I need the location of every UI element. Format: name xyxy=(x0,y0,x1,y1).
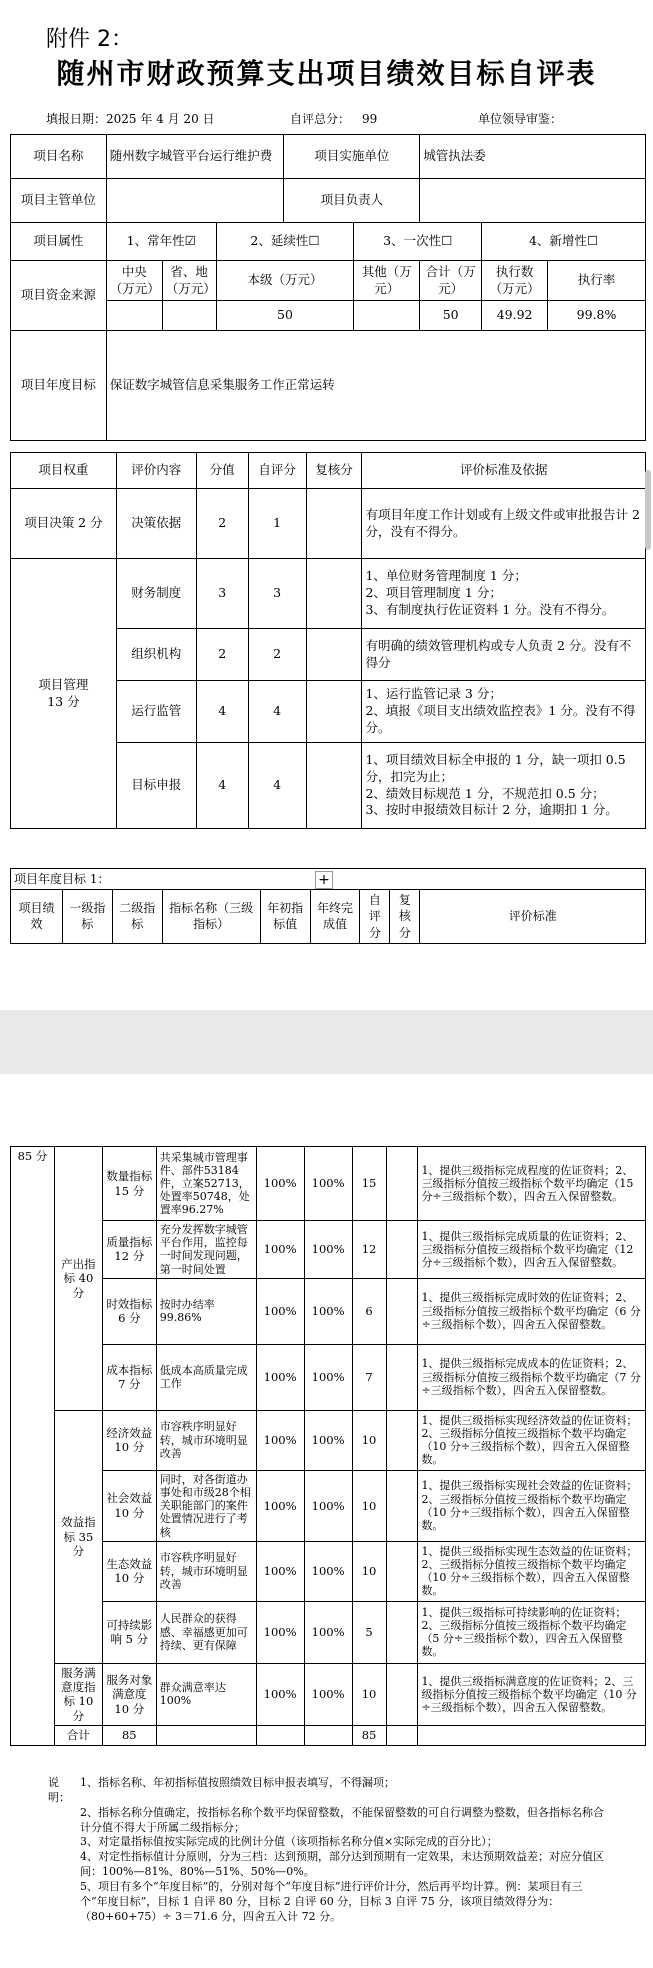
review-score xyxy=(386,1278,418,1344)
criteria-line: 1、单位财务管理制度 1 分； xyxy=(365,568,527,584)
final-value: 100% xyxy=(304,1410,352,1470)
l2-name: 服务对象满意度 10 分 xyxy=(102,1663,156,1726)
total-self: 85 xyxy=(352,1726,386,1745)
self-score: 12 xyxy=(352,1221,386,1279)
notes xyxy=(48,1776,608,1924)
fund-header-other: 其他（万元） xyxy=(354,261,420,301)
init-value: 100% xyxy=(256,1601,304,1663)
fund-value-total: 50 xyxy=(420,301,482,331)
mgmt-review xyxy=(306,681,362,743)
mgmt-review xyxy=(306,629,362,681)
decision-self: 1 xyxy=(248,489,306,559)
init-value: 100% xyxy=(256,1344,304,1410)
fund-value-local: 50 xyxy=(216,301,354,331)
fund-header-central: 中央（万元） xyxy=(106,261,162,301)
criteria-line: 1、运行监管记录 3 分； xyxy=(365,686,502,702)
fund-value-rate: 99.8% xyxy=(548,301,646,331)
decision-review xyxy=(306,489,362,559)
fund-header-local: 本级（万元） xyxy=(216,261,354,301)
criteria: 1、提供三级指标完成质量的佐证资料；2、三级指标分值按三级指标个数平均确定（12 分÷三级指标个数），四舍五入保留整数。 xyxy=(418,1221,646,1279)
fund-label: 项目资金来源 xyxy=(11,261,107,331)
init-value: 100% xyxy=(256,1663,304,1726)
init-value: 100% xyxy=(256,1410,304,1470)
l2-name: 质量指标 12 分 xyxy=(102,1221,156,1279)
init-value: 100% xyxy=(256,1278,304,1344)
satisfaction-label: 服务满意度指标 10 分 xyxy=(54,1663,102,1726)
criteria: 1、提供三级指标完成成本的佐证资料；2、三级指标分值按三级指标个数平均确定（7 分÷三级指标个数），四舍五入保留整数。 xyxy=(418,1344,646,1410)
l2-name: 成本指标 7 分 xyxy=(102,1344,156,1410)
project-name-label: 项目名称 xyxy=(11,135,107,179)
indicator-name: 人民群众的获得感、幸福感更加可持续、更有保障 xyxy=(156,1601,256,1663)
mgmt-score: 2 xyxy=(196,629,248,681)
eval-header-weight: 项目权重 xyxy=(11,453,117,489)
mgmt-score: 3 xyxy=(196,559,248,629)
indicator-name: 同时，对各街道办事处和市级28个相关职能部门的案件处置情况进行了考核 xyxy=(156,1470,256,1541)
criteria-line: 2、填报《项目支出绩效监控表》1 分。没有不得分。 xyxy=(365,703,636,735)
note-row xyxy=(48,1806,608,1836)
year-goal-label: 项目年度目标 1： xyxy=(14,872,110,886)
project-info-table xyxy=(10,134,646,441)
output-label: 产出指标 40 分 xyxy=(54,1147,102,1411)
criteria: 1、提供三级指标完成时效的佐证资料；2、三级指标分值按三级指标个数平均确定（6 分÷三级指标个数），四舍五入保留整数。 xyxy=(418,1278,646,1344)
l2-name: 时效指标 6 分 xyxy=(102,1278,156,1344)
mgmt-criteria xyxy=(362,559,646,629)
review-score xyxy=(386,1663,418,1726)
attr-label: 项目属性 xyxy=(11,223,107,261)
page-gap xyxy=(0,1010,653,1074)
criteria-line: 2、绩效目标规范 1 分，不规范扣 0.5 分； xyxy=(365,785,605,801)
mgmt-review xyxy=(306,743,362,829)
perf-header: 一级指标 xyxy=(62,890,112,944)
note-item: 2、指标名称分值确定，按指标名称个数平均保留整数，不能保留整数的可自行调整为整数，但各指标名称合计分值不得大于所属二级指标分； xyxy=(80,1805,604,1834)
final-value: 100% xyxy=(304,1663,352,1726)
mgmt-criteria xyxy=(362,629,646,681)
final-value: 100% xyxy=(304,1278,352,1344)
mgmt-self: 3 xyxy=(248,559,306,629)
l2-name: 数量指标 15 分 xyxy=(102,1147,156,1221)
mgmt-criteria xyxy=(362,681,646,743)
decision-criteria: 有项目年度工作计划或有上级文件或审批报告计 2 分，没有不得分。 xyxy=(362,489,646,559)
indicator-name: 按时办结率99.86% xyxy=(156,1278,256,1344)
note-item: 4、对定性指标值计分原则，分为三档：达到预期，部分达到预期有一定效果，未达预期效益差；对应分值区间：100%—81%、80%—51%、50%—0%。 xyxy=(80,1850,604,1879)
eval-header-content: 评价内容 xyxy=(116,453,196,489)
criteria-line: 2、项目管理制度 1 分； xyxy=(365,585,502,601)
self-score: 15 xyxy=(352,1147,386,1221)
attr-2: 2、延续性☐ xyxy=(216,223,354,261)
self-score: 10 xyxy=(352,1410,386,1470)
attr-3: 3、一次性☐ xyxy=(354,223,482,261)
fund-header-province: 省、地（万元） xyxy=(162,261,216,301)
mgmt-self: 2 xyxy=(248,629,306,681)
impl-unit-label: 项目实施单位 xyxy=(284,135,420,179)
manager-label: 项目负责人 xyxy=(284,179,420,223)
eval-header-criteria: 评价标准及依据 xyxy=(362,453,646,489)
mgmt-score: 4 xyxy=(196,743,248,829)
review-score xyxy=(386,1344,418,1410)
score-total xyxy=(290,110,377,127)
perf-header: 项目绩效 xyxy=(11,890,63,944)
fund-header-total: 合计（万元） xyxy=(420,261,482,301)
mgmt-label xyxy=(11,559,117,829)
mgmt-criteria xyxy=(362,743,646,829)
page-title: 随州市财政预算支出项目绩效目标自评表 xyxy=(56,57,597,90)
mgmt-label-line2: 13 分 xyxy=(47,693,80,709)
final-value: 100% xyxy=(304,1147,352,1221)
note-row xyxy=(48,1880,608,1925)
mgmt-content: 运行监管 xyxy=(116,681,196,743)
criteria-line: 3、有制度执行佐证资料 1 分。没有不得分。 xyxy=(365,601,615,617)
eval-header-score: 分值 xyxy=(196,453,248,489)
leader-review: 单位领导审鉴： xyxy=(478,112,563,126)
review-score xyxy=(386,1470,418,1541)
mgmt-self: 4 xyxy=(248,743,306,829)
final-value: 100% xyxy=(304,1541,352,1601)
criteria: 1、提供三级指标实现经济效益的佐证资料；2、三级指标分值按三级指标个数平均确定（10 分÷三级指标个数），四舍五入保留整数。 xyxy=(418,1410,646,1470)
review-score xyxy=(386,1410,418,1470)
self-score: 10 xyxy=(352,1541,386,1601)
notes-label: 说明： xyxy=(48,1776,70,1804)
indicator-name: 群众满意率达100% xyxy=(156,1663,256,1726)
final-value: 100% xyxy=(304,1344,352,1410)
indicator-name: 市容秩序明显好转，城市环境明显改善 xyxy=(156,1541,256,1601)
final-value: 100% xyxy=(304,1221,352,1279)
fund-value-executed: 49.92 xyxy=(482,301,548,331)
init-value: 100% xyxy=(256,1470,304,1541)
perf-weight: 85 分 xyxy=(11,1147,55,1746)
self-score: 5 xyxy=(352,1601,386,1663)
note-item: 3、对定量指标值按实际完成的比例计分值（该项指标名称分值×实际完成的百分比）； xyxy=(80,1835,498,1849)
dept-value xyxy=(106,179,284,223)
manager-value xyxy=(420,179,646,223)
fill-date: 填报日期：2025 年 4 月 20 日 xyxy=(46,112,215,126)
self-score: 10 xyxy=(352,1663,386,1726)
final-value: 100% xyxy=(304,1601,352,1663)
criteria-line: 1、项目绩效目标全申报的 1 分，缺一项扣 0.5 分，扣完为止； xyxy=(365,751,626,784)
perf-header: 二级指标 xyxy=(112,890,162,944)
l2-name: 社会效益 10 分 xyxy=(102,1470,156,1541)
attr-4: 4、新增性☐ xyxy=(482,223,646,261)
mgmt-content: 财务制度 xyxy=(116,559,196,629)
criteria-line: 有明确的绩效管理机构或专人负责 2 分。没有不得分 xyxy=(365,637,632,670)
review-score xyxy=(386,1601,418,1663)
perf-table xyxy=(10,1146,646,1746)
decision-label: 项目决策 2 分 xyxy=(11,489,117,559)
perf-header: 评价标准 xyxy=(420,890,646,944)
note-row xyxy=(48,1776,608,1806)
init-value: 100% xyxy=(256,1541,304,1601)
perf-header: 年终完成值 xyxy=(310,890,360,944)
mgmt-score: 4 xyxy=(196,681,248,743)
criteria: 1、提供三级指标实现生态效益的佐证资料；2、三级指标分值按三级指标个数平均确定（10 分÷三级指标个数），四舍五入保留整数。 xyxy=(418,1541,646,1601)
final-value: 100% xyxy=(304,1470,352,1541)
decision-content: 决策依据 xyxy=(116,489,196,559)
indicator-name: 低成本高质量完成工作 xyxy=(156,1344,256,1410)
note-item: 5、项目有多个“年度目标”的，分别对每个“年度目标”进行评价计分，然后再平均计算。例：某项目有三个“年度目标”，目标 1 自评 80 分，目标 2 自评 60 分，目标 3 自评 75 分，该项目绩效得分为：（80+60+75）÷ 3＝71.6 分，四舍五入计 72 分。 xyxy=(80,1879,583,1923)
criteria: 1、提供三级指标完成程度的佐证资料；2、三级指标分值按三级指标个数平均确定（15 分÷三级指标个数），四舍五入保留整数。 xyxy=(418,1147,646,1221)
score-total-value: 99 xyxy=(362,112,378,126)
perf-header: 自评分 xyxy=(360,890,390,944)
annex-label: 附件 2： xyxy=(46,27,133,52)
total-score: 85 xyxy=(102,1726,156,1745)
eval-header-review: 复核分 xyxy=(306,453,362,489)
perf-header: 复核分 xyxy=(390,890,420,944)
indicator-name: 共采集城市管理事件、部件53184件，立案52713，处置率50748，处置率96.27% xyxy=(156,1147,256,1221)
review-score xyxy=(386,1541,418,1601)
review-score xyxy=(386,1221,418,1279)
attr-1: 1、常年性☑ xyxy=(106,223,216,261)
fund-header-executed: 执行数（万元） xyxy=(482,261,548,301)
l2-name: 经济效益 10 分 xyxy=(102,1410,156,1470)
fund-value-province xyxy=(162,301,216,331)
criteria-line: 3、按时申报绩效目标计 2 分，逾期扣 1 分。 xyxy=(365,802,618,818)
self-score: 6 xyxy=(352,1278,386,1344)
eval-table xyxy=(10,452,646,829)
l2-name: 可持续影响 5 分 xyxy=(102,1601,156,1663)
perf-head-table xyxy=(10,868,646,944)
project-name-value: 随州数字城管平台运行维护费 xyxy=(106,135,284,179)
init-value: 100% xyxy=(256,1147,304,1221)
add-row-button[interactable]: + xyxy=(315,871,333,889)
criteria: 1、提供三级指标满意度的佐证资料；2、三级指标分值按三级指标个数平均确定（10 分÷三级指标个数），四舍五入保留整数。 xyxy=(418,1663,646,1726)
criteria: 1、提供三级指标可持续影响的佐证资料；2、三级指标分值按三级指标个数平均确定（5 分÷三级指标个数），四舍五入保留整数。 xyxy=(418,1601,646,1663)
goal-value: 保证数字城管信息采集服务工作正常运转 xyxy=(106,331,645,441)
mgmt-review xyxy=(306,559,362,629)
mgmt-label-line1: 项目管理 xyxy=(38,676,89,692)
mgmt-content: 目标申报 xyxy=(116,743,196,829)
eval-header-self: 自评分 xyxy=(248,453,306,489)
dept-label: 项目主管单位 xyxy=(11,179,107,223)
indicator-name: 市容秩序明显好转，城市环境明显改善 xyxy=(156,1410,256,1470)
criteria: 1、提供三级指标实现社会效益的佐证资料；2、三级指标分值按三级指标个数平均确定（10 分÷三级指标个数），四舍五入保留整数。 xyxy=(418,1470,646,1541)
perf-header: 年初指标值 xyxy=(260,890,310,944)
decision-score: 2 xyxy=(196,489,248,559)
score-total-label: 自评总分： xyxy=(290,112,351,126)
indicator-name: 充分发挥数字城管平台作用，监控每一时间发现问题，第一时间处置 xyxy=(156,1221,256,1279)
impl-unit-value: 城管执法委 xyxy=(420,135,646,179)
review-score xyxy=(386,1147,418,1221)
note-row xyxy=(48,1835,608,1850)
scrollbar[interactable] xyxy=(645,470,651,550)
fund-value-other xyxy=(354,301,420,331)
total-label: 合计 xyxy=(54,1726,102,1745)
mgmt-self: 4 xyxy=(248,681,306,743)
note-row xyxy=(48,1850,608,1880)
year-goal-row xyxy=(11,869,646,890)
note-item: 1、指标名称、年初指标值按照绩效目标申报表填写，不得漏项； xyxy=(80,1776,395,1789)
init-value: 100% xyxy=(256,1221,304,1279)
l2-name: 生态效益 10 分 xyxy=(102,1541,156,1601)
goal-label: 项目年度目标 xyxy=(11,331,107,441)
fund-header-rate: 执行率 xyxy=(548,261,646,301)
fund-value-central xyxy=(106,301,162,331)
perf-header: 指标名称（三级指标） xyxy=(162,890,260,944)
self-score: 7 xyxy=(352,1344,386,1410)
self-score: 10 xyxy=(352,1470,386,1541)
benefit-label: 效益指标 35 分 xyxy=(54,1410,102,1663)
mgmt-content: 组织机构 xyxy=(116,629,196,681)
